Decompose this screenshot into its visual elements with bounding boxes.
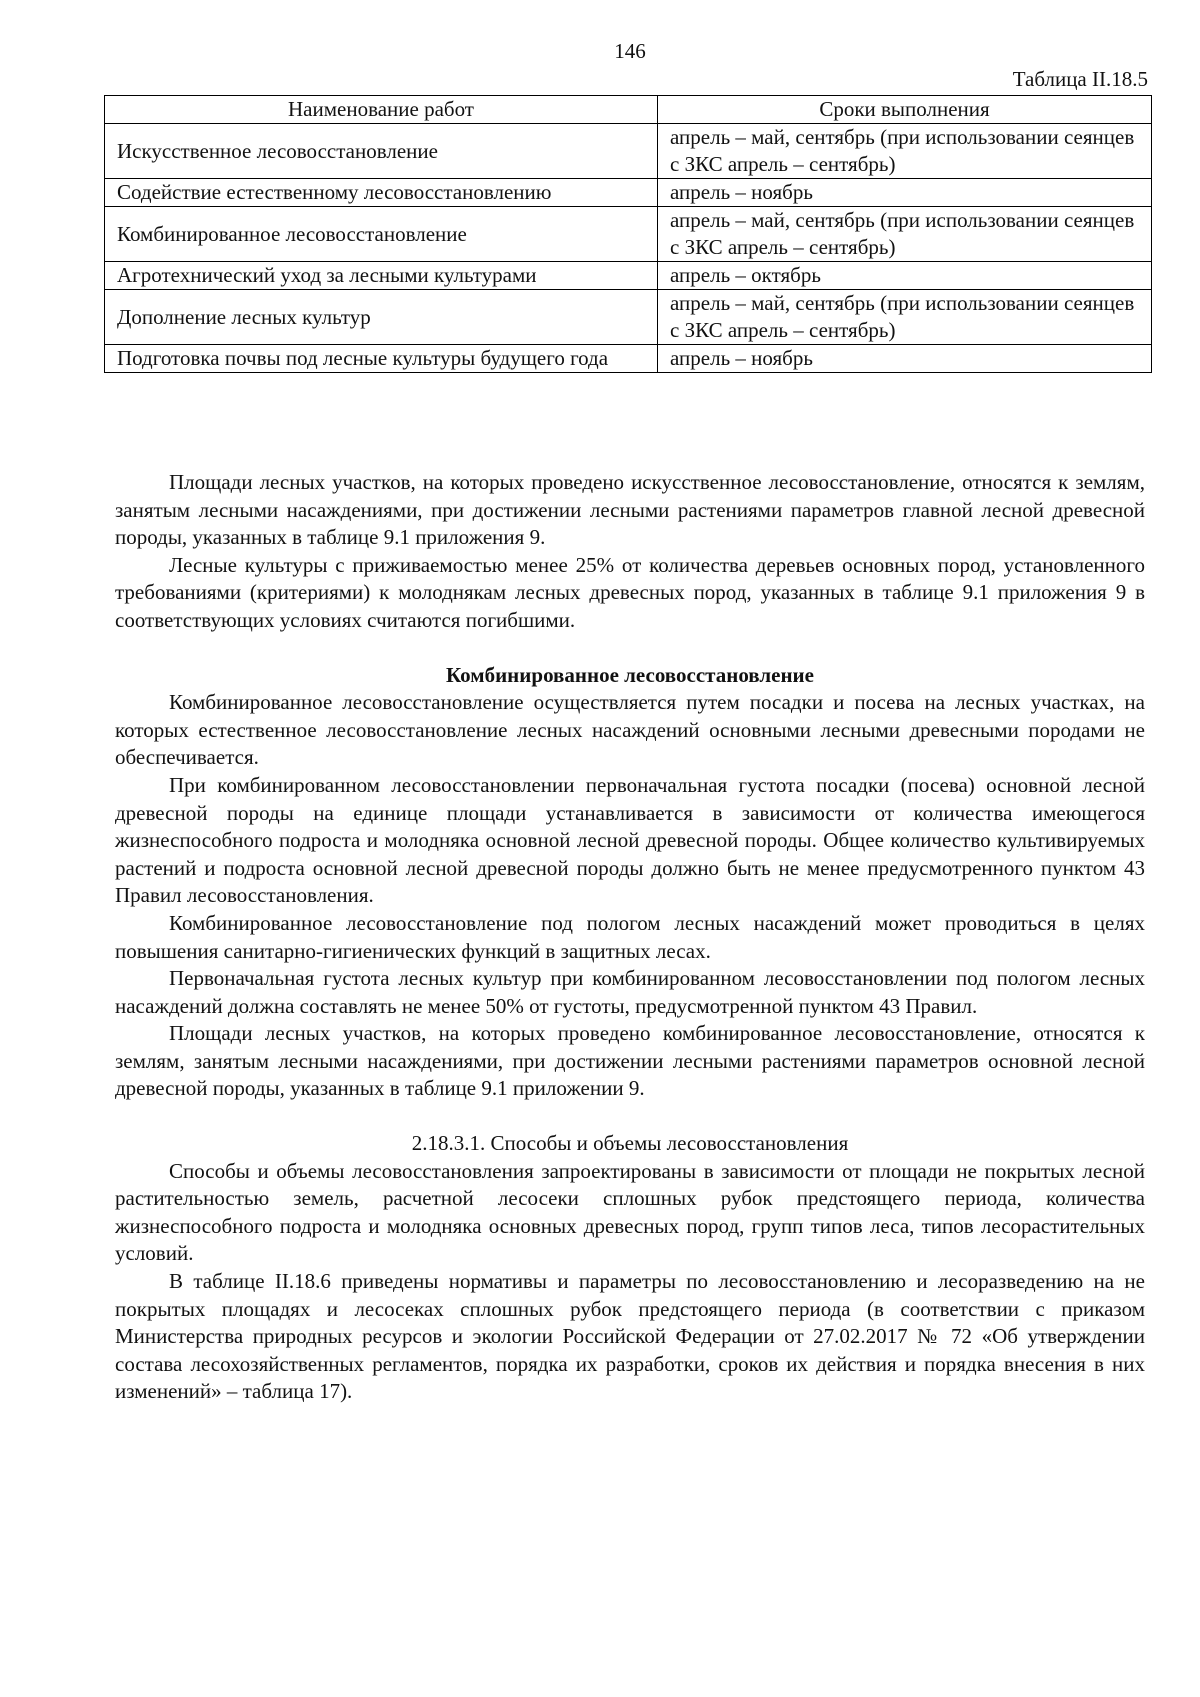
section-heading-methods: 2.18.3.1. Способы и объемы лесовосстановления bbox=[411, 1131, 849, 1156]
work-name-cell: Комбинированное лесовосстановление bbox=[105, 207, 658, 262]
table-caption: Таблица II.18.5 bbox=[1012, 67, 1148, 91]
paragraph: Комбинированное лесовосстановление осуществляется путем посадки и посева на лесных участках, на которых естественное лесовосстановление лесных насаждений основными лесными древесными породами не обеспечивается. bbox=[115, 690, 1145, 770]
table-row bbox=[105, 124, 1152, 179]
deadline-cell: апрель – октябрь bbox=[658, 262, 1152, 290]
deadline-cell: апрель – май, сентябрь (при использовании сеянцев с ЗКС апрель – сентябрь) bbox=[658, 290, 1152, 345]
page-number: 146 bbox=[614, 39, 646, 63]
table-row bbox=[105, 262, 1152, 290]
work-name-cell: Искусственное лесовосстановление bbox=[105, 124, 658, 179]
paragraph: Лесные культуры с приживаемостью менее 25% от количества деревьев основных пород, установленного требованиями (критериями) к молоднякам лесных древесных пород, указанных в таблице 9.1 приложения 9 в соответствующих условиях считаются погибшими. bbox=[115, 552, 1145, 632]
paragraph: Способы и объемы лесовосстановления запроектированы в зависимости от площади не покрытых лесной растительностью земель, расчетной лесосеки сплошных рубок предстоящего периода, количества жизнеспособного подроста и молодняка основных древесных пород, групп типов леса, типов лесорастительных условий. bbox=[115, 1158, 1145, 1266]
header-work-name: Наименование работ bbox=[105, 96, 658, 124]
deadline-cell: апрель – май, сентябрь (при использовании сеянцев с ЗКС апрель – сентябрь) bbox=[658, 207, 1152, 262]
work-name-cell: Подготовка почвы под лесные культуры будущего года bbox=[105, 345, 658, 373]
deadline-cell: апрель – ноябрь bbox=[658, 345, 1152, 373]
work-name-cell: Содействие естественному лесовосстановлению bbox=[105, 179, 658, 207]
header-deadlines: Сроки выполнения bbox=[658, 96, 1152, 124]
table-row bbox=[105, 179, 1152, 207]
deadline-cell: апрель – ноябрь bbox=[658, 179, 1152, 207]
table-row bbox=[105, 345, 1152, 373]
work-name-cell: Агротехнический уход за лесными культурами bbox=[105, 262, 658, 290]
paragraph: Комбинированное лесовосстановление под пологом лесных насаждений может проводиться в целях повышения санитарно-гигиенических функций в защитных лесах. bbox=[115, 910, 1145, 963]
paragraph: В таблице II.18.6 приведены нормативы и параметры по лесовосстановлению и лесоразведению на не покрытых площадях и лесосеках сплошных рубок предстоящего периода (в соответствии с приказом Министерства природных ресурсов и экологии Российской Федерации от 27.02.2017 № 72 «Об утверждении состава лесохозяйственных регламентов, порядка их разработки, сроков их действия и порядка внесения в них изменений» – таблица 17). bbox=[115, 1269, 1145, 1404]
paragraph: Площади лесных участков, на которых проведено комбинированное лесовосстановление, относятся к землям, занятым лесными насаждениями, при достижении лесными растениями параметров основной лесной древесной породы, указанных в таблице 9.1 приложении 9. bbox=[115, 1021, 1145, 1101]
section-spacer bbox=[115, 635, 1145, 662]
paragraph: Первоначальная густота лесных культур при комбинированном лесовосстановлении под пологом лесных насаждений должна составлять не менее 50% от густоты, предусмотренной пунктом 43 Правил. bbox=[115, 966, 1145, 1018]
body-text bbox=[115, 469, 1145, 1406]
work-schedule-table bbox=[104, 95, 1152, 373]
table-header-row bbox=[105, 96, 1152, 124]
section-heading-combined: Комбинированное лесовосстановление bbox=[446, 662, 814, 687]
paragraph: При комбинированном лесовосстановлении первоначальная густота посадки (посева) основной лесной древесной породы на единице площади устанавливается в зависимости от количества имеющегося жизнеспособного подроста и молодняка основной лесной древесной породы. Общее количество культивируемых растений и подроста основной лесной древесной породы должно быть не менее предусмотренного пунктом 43 Правил лесовосстановления. bbox=[115, 772, 1145, 908]
table-row bbox=[105, 290, 1152, 345]
section-spacer bbox=[115, 1103, 1145, 1130]
work-name-cell: Дополнение лесных культур bbox=[105, 290, 658, 345]
deadline-cell: апрель – май, сентябрь (при использовании сеянцев с ЗКС апрель – сентябрь) bbox=[658, 124, 1152, 179]
paragraph: Площади лесных участков, на которых проведено искусственное лесовосстановление, относятся к землям, занятым лесными насаждениями, при достижении лесными растениями параметров главной лесной древесной породы, указанных в таблице 9.1 приложения 9. bbox=[115, 470, 1145, 550]
table-row bbox=[105, 207, 1152, 262]
